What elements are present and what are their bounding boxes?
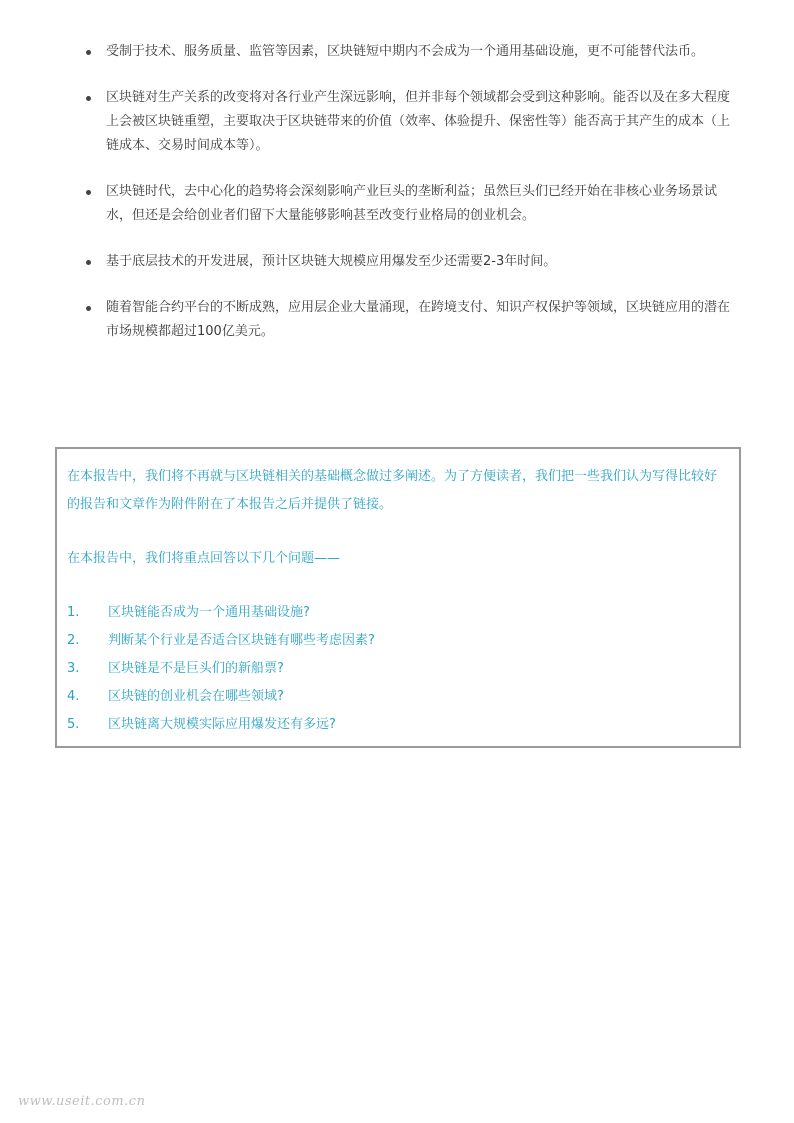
question-number: 1. [67, 605, 80, 620]
question-text: 区块链离大规模实际应用爆发还有多远? [108, 717, 336, 732]
bullet-icon [86, 50, 91, 55]
list-item [86, 86, 734, 158]
question-number: 3. [67, 661, 80, 676]
list-item [86, 180, 734, 228]
bullet-icon [86, 306, 91, 311]
question-text: 区块链能否成为一个通用基础设施? [108, 605, 310, 620]
question-item [67, 627, 729, 655]
list-item [86, 250, 734, 274]
bullet-text: 区块链对生产关系的改变将对各行业产生深远影响，但并非每个领域都会受到这种影响。能否以及在多大程度上会被区块链重塑，主要取决于区块链带来的价值（效率、体验提升、保密性等）能否高于其产生的成本（上链成本、交易时间成本等）。 [106, 90, 731, 153]
question-item [67, 655, 729, 683]
watermark: www.useit.com.cn [18, 1094, 146, 1109]
callout-lead: 在本报告中，我们将重点回答以下几个问题—— [67, 551, 341, 566]
question-item [67, 599, 729, 627]
question-text: 判断某个行业是否适合区块链有哪些考虑因素? [108, 633, 375, 648]
question-item [67, 711, 729, 739]
question-number: 4. [67, 689, 80, 704]
question-number: 2. [67, 633, 80, 648]
callout-intro: 在本报告中，我们将不再就与区块链相关的基础概念做过多阐述。为了方便读者，我们把一些我们认为写得比较好的报告和文章作为附件附在了本报告之后并提供了链接。 [67, 469, 718, 512]
report-scope-callout [55, 447, 741, 748]
bullet-text: 受制于技术、服务质量、监管等因素，区块链短中期内不会成为一个通用基础设施，更不可能替代法币。 [106, 44, 705, 59]
bullet-text: 基于底层技术的开发进展，预计区块链大规模应用爆发至少还需要2-3年时间。 [106, 254, 557, 269]
question-item [67, 683, 729, 711]
list-item [86, 296, 734, 344]
question-number: 5. [67, 717, 80, 732]
list-item [86, 40, 734, 64]
question-text: 区块链是不是巨头们的新船票? [108, 661, 284, 676]
bullet-icon [86, 260, 91, 265]
bullet-icon [86, 190, 91, 195]
key-findings-list [86, 40, 734, 366]
questions-list [67, 599, 729, 739]
question-text: 区块链的创业机会在哪些领域? [108, 689, 284, 704]
bullet-text: 随着智能合约平台的不断成熟，应用层企业大量涌现，在跨境支付、知识产权保护等领域，区块链应用的潜在市场规模都超过100亿美元。 [106, 300, 731, 339]
bullet-icon [86, 96, 91, 101]
bullet-text: 区块链时代，去中心化的趋势将会深刻影响产业巨头的垄断利益；虽然巨头们已经开始在非核心业务场景试水，但还是会给创业者们留下大量能够影响甚至改变行业格局的创业机会。 [106, 184, 718, 223]
